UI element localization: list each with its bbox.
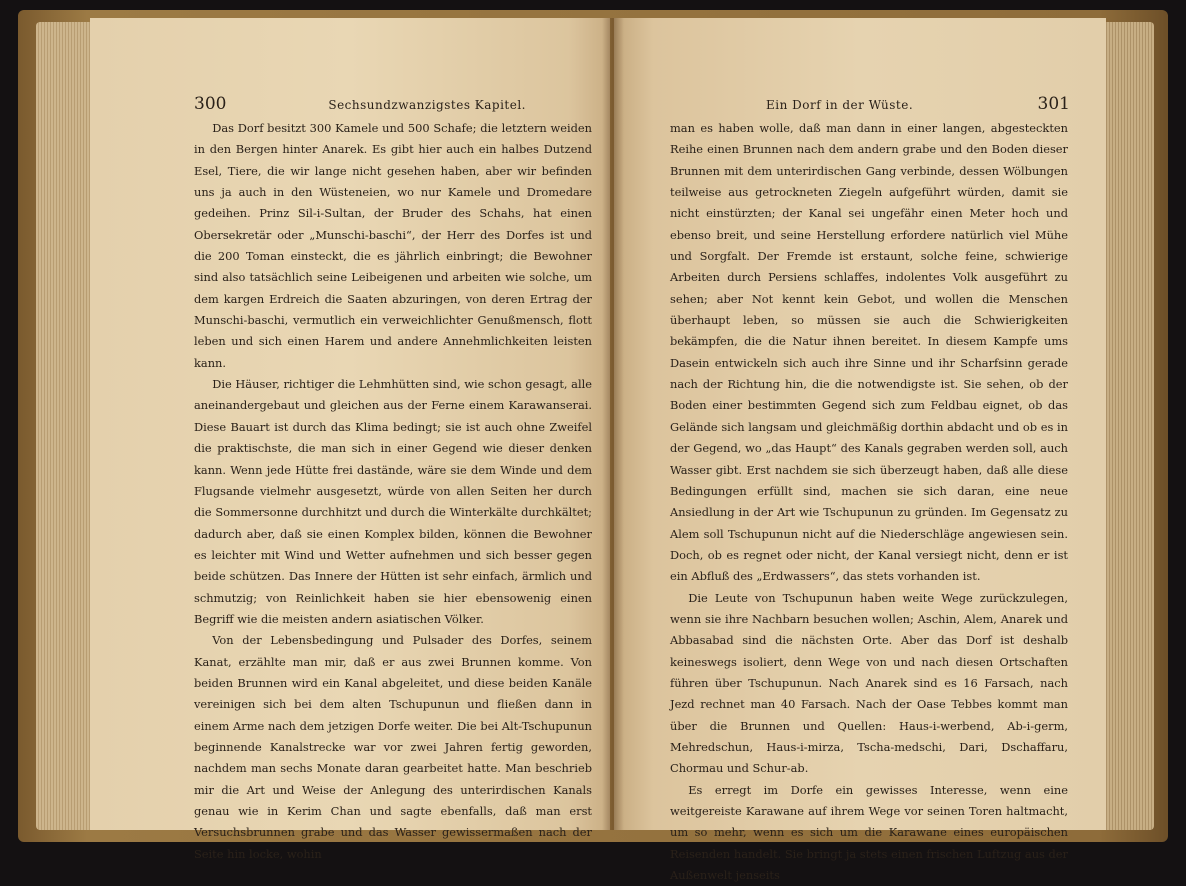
left-paragraph-3: Von der Lebensbedingung und Pulsader des Dorfes, seinem Kanat, erzählte man mir, daß er aus zwei Brunnen komme. Von beiden Brunnen wird ein Kanal abgeleitet, und diese beiden Kanäle vereinigen sich bei dem alten Tschupunun und fließen dann in einem Arme nach dem jetzigen Dorfe weiter. Die bei Alt-Tschupunun beginnende Kanalstrecke war vor zwei Jahren fertig geworden, nachdem man sechs Monate daran gearbeitet hatte. Man beschrieb mir die Art und Weise der Anlegung des unterirdischen Kanals genau wie in Kerim Chan und sagte ebenfalls, daß man erst Versuchsbrunnen grabe und das Wasser gewissermaßen nach der Seite hin locke, wohin <box>194 633 592 861</box>
right-page-text <box>670 118 1068 886</box>
left-running-head: Sechsundzwanzigstes Kapitel. <box>328 98 526 112</box>
page-edges-right <box>1104 22 1154 830</box>
left-page-text <box>194 118 592 865</box>
right-running-head: Ein Dorf in der Wüste. <box>766 98 914 112</box>
right-paragraph-2: Die Leute von Tschupunun haben weite Wege zurückzulegen, wenn sie ihre Nachbarn besuchen wollen; Aschin, Alem, Anarek und Abbasabad sind die nächsten Orte. Aber das Dorf ist deshalb keineswegs isoliert, denn Wege von und nach diesen Ortschaften führen über Tschupunun. Nach Anarek sind es 16 Farsach, nach Jezd rechnet man 40 Farsach. Nach der Oase Tebbes kommt man über die Brunnen und Quellen: Haus-i-werbend, Ab-i-germ, Mehredschun, Haus-i-mirza, Tscha-medschi, Dari, Dschaffaru, Chormau und Schur-ab. <box>670 590 1068 776</box>
left-paragraph-2: Die Häuser, richtiger die Lehmhütten sind, wie schon gesagt, alle aneinandergebaut und gleichen aus der Ferne einem Karawanserai. Diese Bauart ist durch das Klima bedingt; sie ist auch ohne Zweifel die praktischste, die man sich in einer Gegend wie dieser denken kann. Wenn jede Hütte frei dastände, wäre sie dem Winde und dem Flugsande vielmehr ausgesetzt, würde von allen Seiten her durch die Sommersonne durchhitzt und durch die Winterkälte durchkältet; dadurch aber, daß sie einen Komplex bilden, können die Bewohner es leichter mit Wind und Wetter aufnehmen und sich besser gegen beide schützen. Das Innere der Hütten ist sehr einfach, ärmlich und schmutzig; von Reinlichkeit haben sie hier ebensowenig einen Begriff wie die meisten andern asiatischen Völker. <box>194 377 592 626</box>
left-page-header <box>194 94 594 118</box>
right-page-header <box>670 94 1070 118</box>
left-paragraph-1: Das Dorf besitzt 300 Kamele und 500 Schafe; die letztern weiden in den Bergen hinter Anarek. Es gibt hier auch ein halbes Dutzend Esel, Tiere, die wir lange nicht gesehen haben, aber wir befinden uns ja auch in den Wüsteneien, wo nur Kamele und Dromedare gedeihen. Prinz Sil-i-Sultan, der Bruder des Schahs, hat einen Obersekretär oder „Munschi-baschi“, der Herr des Dorfes ist und die 200 Toman einsteckt, die es jährlich einbringt; die Bewohner sind also tatsächlich seine Leibeigenen und arbeiten wie solche, um dem kargen Erdreich die Saaten abzuringen, von deren Ertrag der Munschi-baschi, vermutlich ein verweichlichter Genußmensch, flott leben und sich einen Harem und andere Annehmlichkeiten leisten kann. <box>194 121 592 370</box>
left-page <box>90 18 610 861</box>
page-edges-left <box>36 22 92 830</box>
right-page-number: 301 <box>1037 94 1070 114</box>
left-page-number: 300 <box>194 94 227 114</box>
right-paragraph-3: Es erregt im Dorfe ein gewisses Interesse, wenn eine weitgereiste Karawane auf ihrem Wege vor seinen Toren haltmacht, um so mehr, wenn es sich um die Karawane eines europäischen Reisenden handelt. Sie bringt ja stets einen frischen Luftzug aus der Außenwelt jenseits <box>670 782 1068 883</box>
right-page <box>614 18 1106 883</box>
right-paragraph-1: man es haben wolle, daß man dann in einer langen, abgesteckten Reihe einen Brunnen nach dem andern grabe und den Boden dieser Brunnen mit dem unterirdischen Gang verbinde, dessen Wölbungen teilweise aus getrockneten Ziegeln aufgeführt würden, damit sie nicht einstürzten; der Kanal sei ungefähr einen Meter hoch und ebenso breit, und seine Herstellung erfordere natürlich viel Mühe und Sorgfalt. Der Fremde ist erstaunt, solche feine, schwierige Arbeiten durch Persiens schlaffes, indolentes Volk ausgeführt zu sehen; aber Not kennt kein Gebot, und wollen die Menschen überhaupt leben, so müssen sie auch die Schwierigkeiten bekämpfen, die die Natur ihnen bereitet. In diesem Kampfe ums Dasein entwickeln sich auch ihre Sinne und ihr Scharfsinn gerade nach der Richtung hin, die die notwendigste ist. Sie sehen, ob der Boden einer bestimmten Gegend sich zum Feldbau eignet, ob das Gelände sich langsam und gleichmäßig dorthin abdacht und ob es in der Gegend, wo „das Haupt“ des Kanals gegraben werden soll, auch Wasser gibt. Erst nachdem sie sich überzeugt haben, daß alle diese Bedingungen erfüllt sind, machen sie sich daran, eine neue Ansiedlung in der Art wie Tschupunun zu gründen. Im Gegensatz zu Alem soll Tschupunun nicht auf die Niederschläge angewiesen sein. Doch, ob es regnet oder nicht, der Kanal versiegt nicht, denn er ist ein Abfluß des „Erdwassers“, das stets vorhanden ist. <box>670 121 1068 584</box>
book-gutter <box>602 18 624 830</box>
